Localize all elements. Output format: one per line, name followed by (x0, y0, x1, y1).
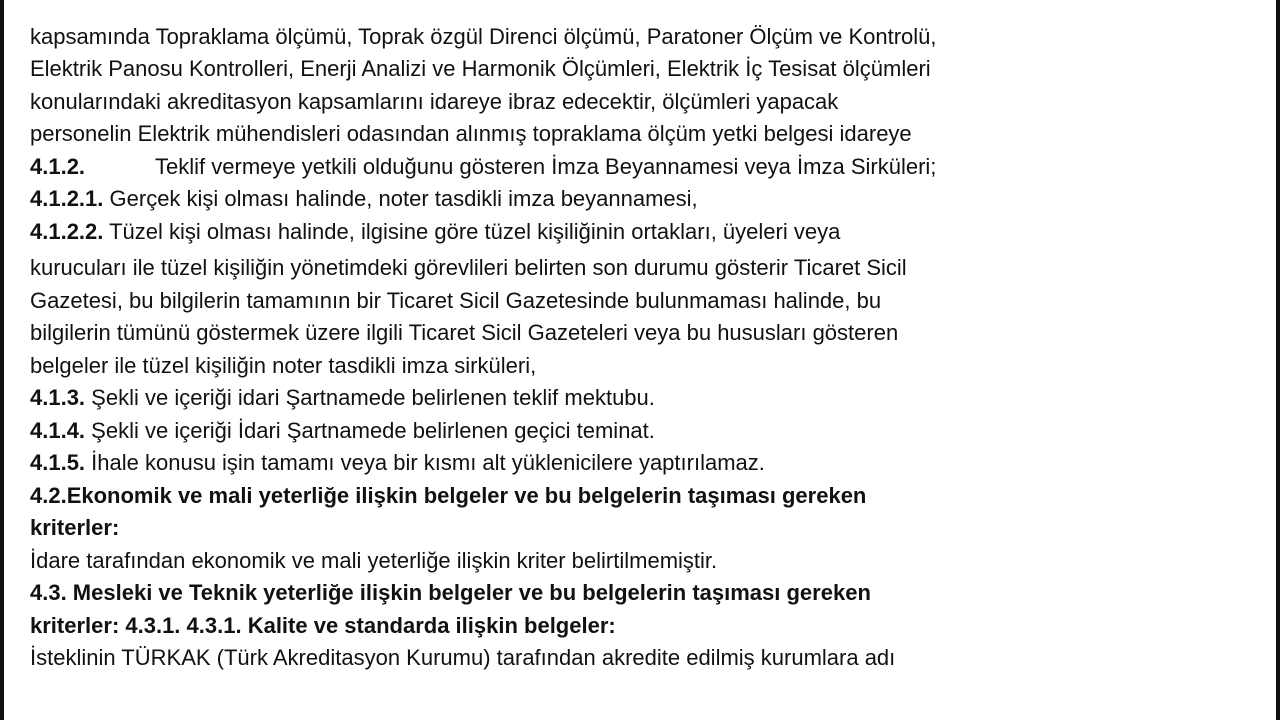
clause-text: Şekli ve içeriği idari Şartnamede belirlenen teklif mektubu. (91, 385, 655, 410)
clause-number: 4.1.2. (30, 153, 86, 179)
text-line: Elektrik Panosu Kontrolleri, Enerji Analizi ve Harmonik Ölçümleri, Elektrik İç Tesisat ölçümleri (30, 56, 931, 81)
section-heading-4-3: 4.3. Mesleki ve Teknik yeterliğe ilişkin belgeler ve bu belgelerin taşıması gereken (30, 580, 871, 605)
text-line: kurucuları ile tüzel kişiliğin yönetimdeki görevlileri belirten son durumu gösterir Ticaret Sicil (30, 255, 907, 280)
clause-text: İhale konusu işin tamamı veya bir kısmı alt yüklenicilere yaptırılamaz. (91, 450, 765, 475)
document-body (30, 0, 1255, 675)
text-line: Gazetesi, bu bilgilerin tamamının bir Ticaret Sicil Gazetesinde bulunmaması halinde, bu (30, 287, 882, 313)
clause-4-1-3 (30, 382, 1255, 415)
clause-text: Gerçek kişi olması halinde, noter tasdikli imza beyannamesi, (109, 186, 698, 211)
text-line: personelin Elektrik mühendisleri odasından alınmış topraklama ölçüm yetki belgesi idareye (30, 121, 912, 146)
section-heading-4-3: kriterler: 4.3.1. 4.3.1. Kalite ve standarda ilişkin belgeler: (30, 612, 616, 638)
text-line: bilgilerin tümünü göstermek üzere ilgili Ticaret Sicil Gazeteleri veya bu hususları gösteren (30, 320, 899, 345)
section-heading-4-2: kriterler: (30, 515, 120, 540)
clause-4-1-2-1 (30, 183, 1255, 216)
text-line: kapsamında Topraklama ölçümü, Toprak özgül Direnci ölçümü, Paratoner Ölçüm ve Kontrolü, (30, 23, 937, 49)
page-border-left (0, 0, 4, 720)
clause-4-1-5 (30, 447, 1255, 480)
text-line: konularındaki akreditasyon kapsamlarını idareye ibraz edecektir, ölçümleri yapacak (30, 88, 839, 114)
text-line: İsteklinin TÜRKAK (Türk Akreditasyon Kurumu) tarafından akredite edilmiş kurumlara adı (30, 645, 896, 670)
text-line: belgeler ile tüzel kişiliğin noter tasdikli imza sirküleri, (30, 352, 537, 378)
section-heading-4-2: 4.2.Ekonomik ve mali yeterliğe ilişkin belgeler ve bu belgelerin taşıması gereken (30, 482, 867, 508)
clause-number: 4.1.5. (30, 450, 86, 475)
clause-text: Tüzel kişi olması halinde, ilgisine göre tüzel kişiliğinin ortakları, üyeleri veya (109, 218, 841, 244)
text-line (30, 0, 1255, 21)
clause-4-1-2-2 (30, 216, 1255, 249)
clause-text: Teklif vermeye yetkili olduğunu gösteren İmza Beyannamesi veya İmza Sirküleri; (155, 153, 937, 179)
clause-text: Şekli ve içeriği İdari Şartnamede belirlenen geçici teminat. (91, 417, 655, 443)
clause-4-1-2 (30, 151, 1255, 184)
clause-number: 4.1.3. (30, 385, 86, 410)
clause-number: 4.1.4. (30, 417, 86, 443)
clause-number: 4.1.2.2. (30, 218, 104, 244)
text-line: İdare tarafından ekonomik ve mali yeterliğe ilişkin kriter belirtilmemiştir. (30, 547, 718, 573)
clause-4-1-4 (30, 415, 1255, 448)
clause-number: 4.1.2.1. (30, 186, 104, 211)
page-border-right (1276, 0, 1280, 720)
